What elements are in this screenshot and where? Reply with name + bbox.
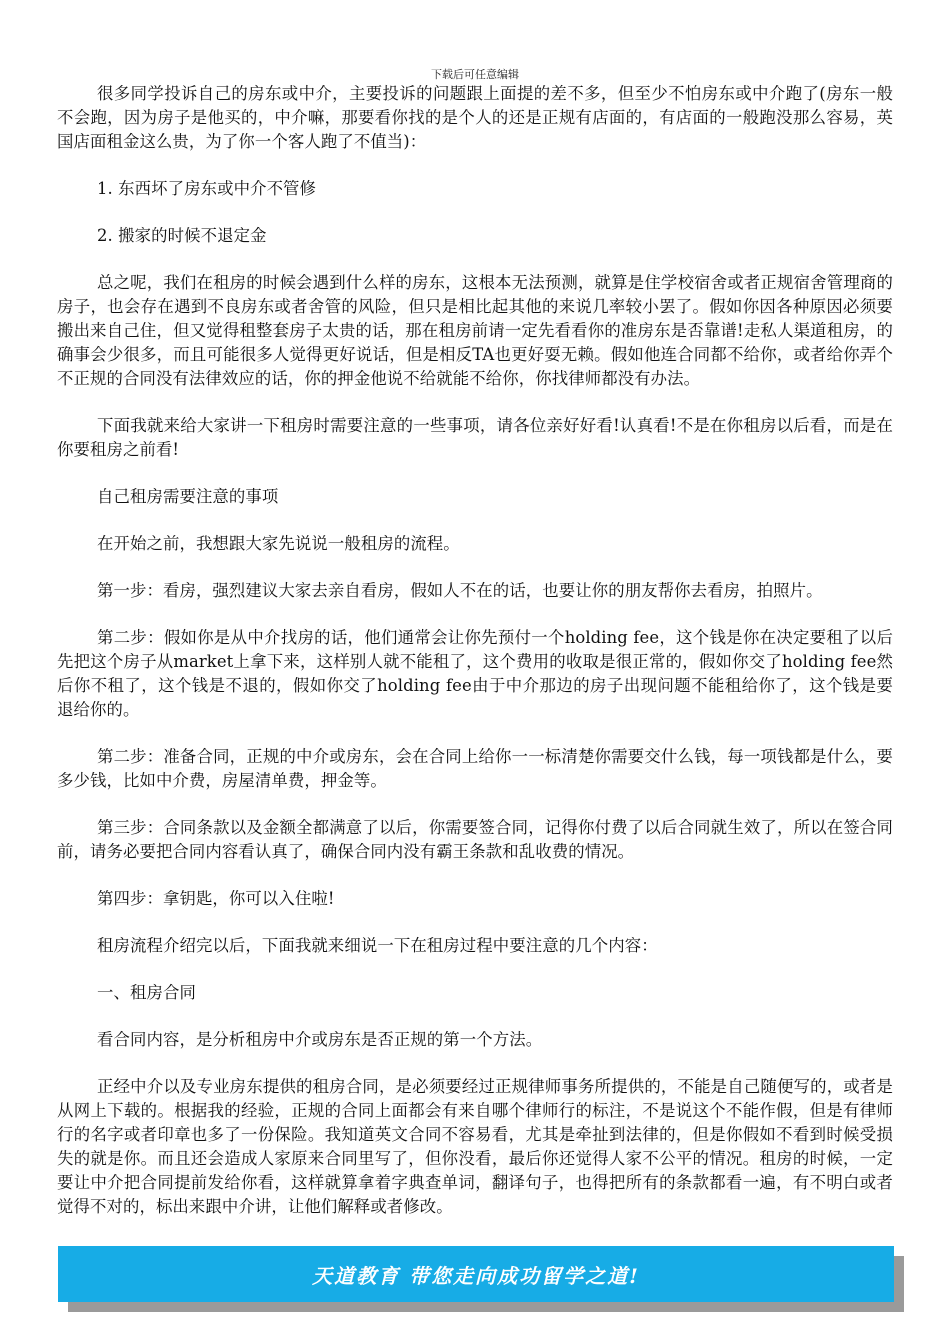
paragraph: 租房流程介绍完以后，下面我就来细说一下在租房过程中要注意的几个内容： [97,936,658,955]
paragraph: 总之呢，我们在租房的时候会遇到什么样的房东，这根本无法预测，就算是住学校宿舍或者正规宿舍管理商的房子，也会存在遇到不良房东或者舍管的风险，但只是相比起其他的来说几率较小罢了。假如你因各种原因必须要搬出来自己住，但又觉得租整套房子太贵的话，那在租房前请一定先看看你的准房东是否靠谱!走私人渠道租房，的确事会少很多，而且可能很多人觉得更好说话，但是相反TA也更好耍无赖。假如他连合同都不给你，或者给你弄个不正规的合同没有法律效应的话，你的押金他说不给就能不给你，你找律师都没有办法。 [57,273,893,388]
step-paragraph: 第三步：合同条款以及金额全都满意了以后，你需要签合同，记得你付费了以后合同就生效了，所以在签合同前，请务必要把合同内容看认真了，确保合同内没有霸王条款和乱收费的情况。 [57,818,893,861]
section-heading: 自己租房需要注意的事项 [97,487,279,506]
section-heading: 一、租房合同 [97,983,196,1002]
list-item: 1. 东西坏了房东或中介不管修 [97,179,317,198]
list-item: 2. 搬家的时候不退定金 [97,226,267,245]
step-paragraph: 第四步：拿钥匙，你可以入住啦! [97,889,335,908]
step-paragraph: 第二步：假如你是从中介找房的话，他们通常会让你先预付一个holding fee，这个钱是你在决定要租了以后先把这个房子从market上拿下来，这样别人就不能租了，这个费用的收取是很正常的，假如你交了holding fee然后你不租了，这个钱是不退的，假如你交了holding fee由于中介那边的房子出现问题不能租给你了，这个钱是要退给你的。 [57,628,893,719]
paragraph: 正经中介以及专业房东提供的租房合同，是必须要经过正规律师事务所提供的，不能是自己随便写的，或者是从网上下载的。根据我的经验，正规的合同上面都会有来自哪个律师行的标注，不是说这个不能作假，但是有律师行的名字或者印章也多了一份保险。我知道英文合同不容易看，尤其是牵扯到法律的，但是你假如不看到时候受损失的就是你。而且还会造成人家原来合同里写了，但你没看，最后你还觉得人家不公平的情况。租房的时候，一定要让中介把合同提前发给你看，这样就算拿着字典查单词，翻译句子，也得把所有的条款都看一遍，有不明白或者觉得不对的，标出来跟中介讲，让他们解释或者修改。 [57,1077,893,1216]
footer-banner [58,1246,894,1302]
paragraph: 在开始之前，我想跟大家先说说一般租房的流程。 [97,534,460,553]
paragraph: 看合同内容，是分析租房中介或房东是否正规的第一个方法。 [97,1030,543,1049]
paragraph: 很多同学投诉自己的房东或中介，主要投诉的问题跟上面提的差不多，但至少不怕房东或中介跑了(房东一般不会跑，因为房子是他买的，中介嘛，那要看你找的是个人的还是正规有店面的，有店面的一般跑没那么容易，英国店面租金这么贵，为了你一个客人跑了不值当)： [57,84,893,151]
step-paragraph: 第一步：看房，强烈建议大家去亲自看房，假如人不在的话，也要让你的朋友帮你去看房，拍照片。 [97,581,823,600]
document-body [57,82,893,1242]
step-paragraph: 第二步：准备合同，正规的中介或房东，会在合同上给你一一标清楚你需要交什么钱，每一项钱都是什么，要多少钱，比如中介费，房屋清单费，押金等。 [57,747,893,790]
banner-slogan: 天道教育 带您走向成功留学之道! [312,1263,640,1288]
paragraph: 下面我就来给大家讲一下租房时需要注意的一些事项，请各位亲好好看!认真看!不是在你租房以后看，而是在你要租房之前看! [57,416,893,459]
header-note: 下载后可任意编辑 [431,68,519,81]
